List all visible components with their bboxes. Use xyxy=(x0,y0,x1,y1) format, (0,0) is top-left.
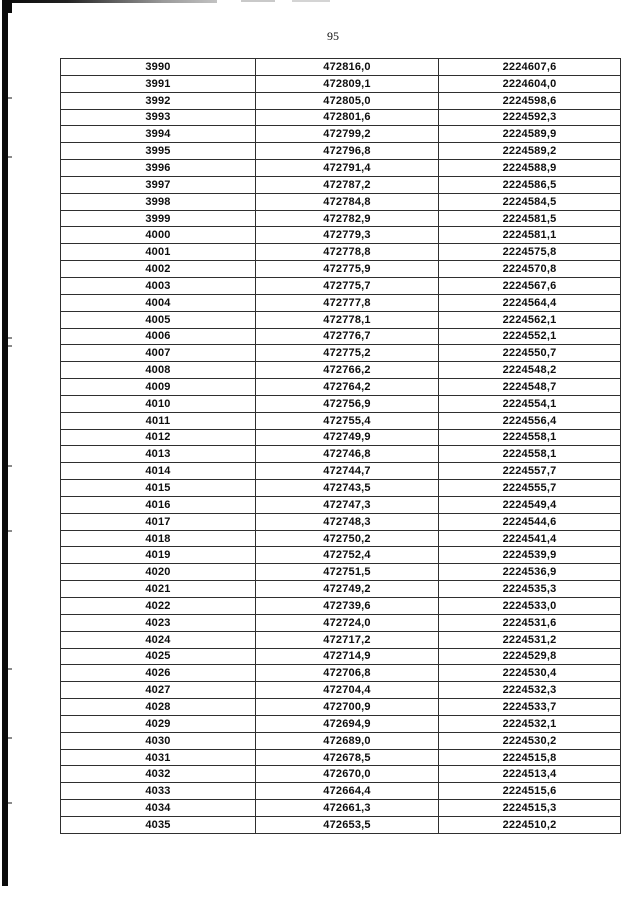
cell-point-number: 4002 xyxy=(61,261,256,278)
cell-point-number: 4021 xyxy=(61,581,256,598)
cell-value-x: 472766,2 xyxy=(256,362,439,379)
cell-value-y: 2224529,8 xyxy=(439,648,621,665)
cell-point-number: 4030 xyxy=(61,732,256,749)
table-row xyxy=(61,244,621,261)
page-number: 95 xyxy=(327,29,339,43)
cell-point-number: 4011 xyxy=(61,412,256,429)
cell-value-y: 2224575,8 xyxy=(439,244,621,261)
cell-value-x: 472782,9 xyxy=(256,210,439,227)
table-row xyxy=(61,614,621,631)
cell-value-y: 2224584,5 xyxy=(439,193,621,210)
table-row xyxy=(61,480,621,497)
table-row xyxy=(61,598,621,615)
cell-point-number: 4034 xyxy=(61,800,256,817)
cell-value-x: 472739,6 xyxy=(256,598,439,615)
table-row xyxy=(61,395,621,412)
cell-value-y: 2224607,6 xyxy=(439,59,621,76)
cell-value-y: 2224555,7 xyxy=(439,480,621,497)
cell-point-number: 3998 xyxy=(61,193,256,210)
cell-value-x: 472755,4 xyxy=(256,412,439,429)
cell-value-x: 472678,5 xyxy=(256,749,439,766)
cell-point-number: 4017 xyxy=(61,513,256,530)
cell-value-x: 472714,9 xyxy=(256,648,439,665)
scan-mark xyxy=(8,737,12,739)
table-row xyxy=(61,328,621,345)
cell-point-number: 4004 xyxy=(61,294,256,311)
cell-value-x: 472746,8 xyxy=(256,446,439,463)
table-row xyxy=(61,126,621,143)
scan-artifact-top-dash xyxy=(241,0,275,2)
cell-point-number: 4014 xyxy=(61,463,256,480)
cell-value-y: 2224531,2 xyxy=(439,631,621,648)
cell-value-x: 472689,0 xyxy=(256,732,439,749)
cell-value-y: 2224539,9 xyxy=(439,547,621,564)
scan-artifact-left-bar-corner xyxy=(2,0,12,13)
table-row xyxy=(61,446,621,463)
cell-value-y: 2224604,0 xyxy=(439,75,621,92)
cell-value-y: 2224515,3 xyxy=(439,800,621,817)
cell-point-number: 3990 xyxy=(61,59,256,76)
scan-mark xyxy=(8,668,12,670)
cell-value-x: 472744,7 xyxy=(256,463,439,480)
table-row xyxy=(61,227,621,244)
table-row xyxy=(61,362,621,379)
table-row xyxy=(61,665,621,682)
cell-value-y: 2224558,1 xyxy=(439,429,621,446)
table-row xyxy=(61,547,621,564)
table-row xyxy=(61,143,621,160)
cell-point-number: 4027 xyxy=(61,682,256,699)
cell-value-y: 2224544,6 xyxy=(439,513,621,530)
scan-artifact-left-bar xyxy=(2,0,8,886)
table-row xyxy=(61,109,621,126)
cell-value-x: 472775,7 xyxy=(256,277,439,294)
table-row xyxy=(61,749,621,766)
cell-value-y: 2224531,6 xyxy=(439,614,621,631)
cell-value-y: 2224554,1 xyxy=(439,395,621,412)
table-row xyxy=(61,311,621,328)
cell-value-y: 2224536,9 xyxy=(439,564,621,581)
table-row xyxy=(61,261,621,278)
cell-point-number: 4000 xyxy=(61,227,256,244)
cell-value-x: 472805,0 xyxy=(256,92,439,109)
table-row xyxy=(61,160,621,177)
cell-value-x: 472664,4 xyxy=(256,783,439,800)
coordinate-table-body xyxy=(61,59,621,834)
table-row xyxy=(61,766,621,783)
scan-mark xyxy=(8,345,12,347)
cell-point-number: 4033 xyxy=(61,783,256,800)
table-row xyxy=(61,648,621,665)
cell-value-y: 2224589,9 xyxy=(439,126,621,143)
cell-value-x: 472704,4 xyxy=(256,682,439,699)
cell-value-x: 472748,3 xyxy=(256,513,439,530)
cell-value-y: 2224515,8 xyxy=(439,749,621,766)
table-row xyxy=(61,412,621,429)
cell-value-x: 472743,5 xyxy=(256,480,439,497)
table-row xyxy=(61,345,621,362)
cell-point-number: 4013 xyxy=(61,446,256,463)
cell-value-x: 472764,2 xyxy=(256,379,439,396)
cell-value-x: 472653,5 xyxy=(256,816,439,833)
cell-value-x: 472694,9 xyxy=(256,715,439,732)
cell-point-number: 4025 xyxy=(61,648,256,665)
cell-point-number: 3995 xyxy=(61,143,256,160)
table-row xyxy=(61,193,621,210)
cell-point-number: 4028 xyxy=(61,699,256,716)
cell-value-x: 472775,2 xyxy=(256,345,439,362)
table-row xyxy=(61,429,621,446)
cell-value-y: 2224598,6 xyxy=(439,92,621,109)
table-row xyxy=(61,92,621,109)
cell-point-number: 3997 xyxy=(61,176,256,193)
cell-value-x: 472752,4 xyxy=(256,547,439,564)
table-row xyxy=(61,699,621,716)
table-row xyxy=(61,800,621,817)
cell-value-x: 472776,7 xyxy=(256,328,439,345)
table-row xyxy=(61,75,621,92)
cell-point-number: 4035 xyxy=(61,816,256,833)
cell-point-number: 4010 xyxy=(61,395,256,412)
cell-point-number: 4008 xyxy=(61,362,256,379)
cell-point-number: 3996 xyxy=(61,160,256,177)
cell-value-y: 2224548,2 xyxy=(439,362,621,379)
cell-point-number: 4024 xyxy=(61,631,256,648)
cell-point-number: 4001 xyxy=(61,244,256,261)
cell-value-y: 2224557,7 xyxy=(439,463,621,480)
cell-point-number: 4016 xyxy=(61,496,256,513)
cell-value-y: 2224592,3 xyxy=(439,109,621,126)
cell-point-number: 4022 xyxy=(61,598,256,615)
cell-value-x: 472787,2 xyxy=(256,176,439,193)
cell-point-number: 3991 xyxy=(61,75,256,92)
cell-value-y: 2224535,3 xyxy=(439,581,621,598)
cell-point-number: 4031 xyxy=(61,749,256,766)
cell-value-x: 472809,1 xyxy=(256,75,439,92)
table-row xyxy=(61,176,621,193)
cell-point-number: 4007 xyxy=(61,345,256,362)
cell-point-number: 4019 xyxy=(61,547,256,564)
cell-point-number: 3999 xyxy=(61,210,256,227)
cell-value-x: 472784,8 xyxy=(256,193,439,210)
table-row xyxy=(61,715,621,732)
cell-point-number: 4023 xyxy=(61,614,256,631)
table-row xyxy=(61,564,621,581)
table-row xyxy=(61,732,621,749)
cell-value-y: 2224530,2 xyxy=(439,732,621,749)
table-row xyxy=(61,530,621,547)
cell-value-x: 472747,3 xyxy=(256,496,439,513)
scan-artifact-top-line xyxy=(3,0,217,3)
cell-point-number: 4006 xyxy=(61,328,256,345)
cell-value-y: 2224549,4 xyxy=(439,496,621,513)
cell-value-y: 2224586,5 xyxy=(439,176,621,193)
cell-value-y: 2224567,6 xyxy=(439,277,621,294)
cell-value-y: 2224530,4 xyxy=(439,665,621,682)
table-row xyxy=(61,631,621,648)
cell-value-x: 472779,3 xyxy=(256,227,439,244)
cell-point-number: 4003 xyxy=(61,277,256,294)
cell-value-x: 472749,9 xyxy=(256,429,439,446)
cell-value-x: 472796,8 xyxy=(256,143,439,160)
cell-point-number: 4018 xyxy=(61,530,256,547)
scan-mark xyxy=(8,802,12,804)
table-row xyxy=(61,59,621,76)
table-row xyxy=(61,210,621,227)
cell-value-y: 2224548,7 xyxy=(439,379,621,396)
cell-point-number: 3993 xyxy=(61,109,256,126)
cell-value-x: 472700,9 xyxy=(256,699,439,716)
cell-value-y: 2224558,1 xyxy=(439,446,621,463)
cell-value-x: 472791,4 xyxy=(256,160,439,177)
cell-value-x: 472756,9 xyxy=(256,395,439,412)
cell-value-x: 472778,8 xyxy=(256,244,439,261)
table-row xyxy=(61,581,621,598)
table-row xyxy=(61,277,621,294)
cell-value-x: 472670,0 xyxy=(256,766,439,783)
table-row xyxy=(61,682,621,699)
scan-mark xyxy=(8,156,12,158)
table-row xyxy=(61,463,621,480)
cell-value-x: 472775,9 xyxy=(256,261,439,278)
cell-point-number: 3992 xyxy=(61,92,256,109)
cell-value-x: 472706,8 xyxy=(256,665,439,682)
cell-point-number: 4029 xyxy=(61,715,256,732)
cell-point-number: 4032 xyxy=(61,766,256,783)
cell-value-y: 2224564,4 xyxy=(439,294,621,311)
table-row xyxy=(61,816,621,833)
cell-value-y: 2224515,6 xyxy=(439,783,621,800)
cell-value-y: 2224533,7 xyxy=(439,699,621,716)
cell-value-y: 2224589,2 xyxy=(439,143,621,160)
cell-value-x: 472724,0 xyxy=(256,614,439,631)
cell-value-y: 2224532,1 xyxy=(439,715,621,732)
cell-point-number: 4026 xyxy=(61,665,256,682)
cell-value-y: 2224570,8 xyxy=(439,261,621,278)
cell-point-number: 4015 xyxy=(61,480,256,497)
cell-value-y: 2224588,9 xyxy=(439,160,621,177)
cell-value-y: 2224532,3 xyxy=(439,682,621,699)
cell-value-x: 472749,2 xyxy=(256,581,439,598)
cell-value-x: 472816,0 xyxy=(256,59,439,76)
cell-point-number: 4020 xyxy=(61,564,256,581)
scan-mark xyxy=(8,337,12,339)
cell-value-x: 472777,8 xyxy=(256,294,439,311)
cell-value-y: 2224541,4 xyxy=(439,530,621,547)
table-row xyxy=(61,783,621,800)
scan-artifact-top-dash xyxy=(292,0,330,2)
cell-value-y: 2224510,2 xyxy=(439,816,621,833)
cell-value-x: 472801,6 xyxy=(256,109,439,126)
cell-value-y: 2224552,1 xyxy=(439,328,621,345)
cell-value-y: 2224513,4 xyxy=(439,766,621,783)
cell-value-y: 2224556,4 xyxy=(439,412,621,429)
cell-value-x: 472751,5 xyxy=(256,564,439,581)
table-row xyxy=(61,496,621,513)
scan-mark xyxy=(8,465,12,467)
cell-value-x: 472661,3 xyxy=(256,800,439,817)
cell-value-y: 2224562,1 xyxy=(439,311,621,328)
cell-point-number: 4005 xyxy=(61,311,256,328)
cell-point-number: 3994 xyxy=(61,126,256,143)
cell-point-number: 4009 xyxy=(61,379,256,396)
cell-value-y: 2224581,1 xyxy=(439,227,621,244)
scan-mark xyxy=(8,530,12,532)
cell-value-x: 472750,2 xyxy=(256,530,439,547)
scan-mark xyxy=(8,97,12,99)
cell-value-y: 2224581,5 xyxy=(439,210,621,227)
cell-point-number: 4012 xyxy=(61,429,256,446)
table-row xyxy=(61,513,621,530)
table-row xyxy=(61,294,621,311)
cell-value-x: 472799,2 xyxy=(256,126,439,143)
table-row xyxy=(61,379,621,396)
coordinate-table xyxy=(60,58,621,834)
cell-value-x: 472717,2 xyxy=(256,631,439,648)
cell-value-y: 2224533,0 xyxy=(439,598,621,615)
cell-value-y: 2224550,7 xyxy=(439,345,621,362)
cell-value-x: 472778,1 xyxy=(256,311,439,328)
